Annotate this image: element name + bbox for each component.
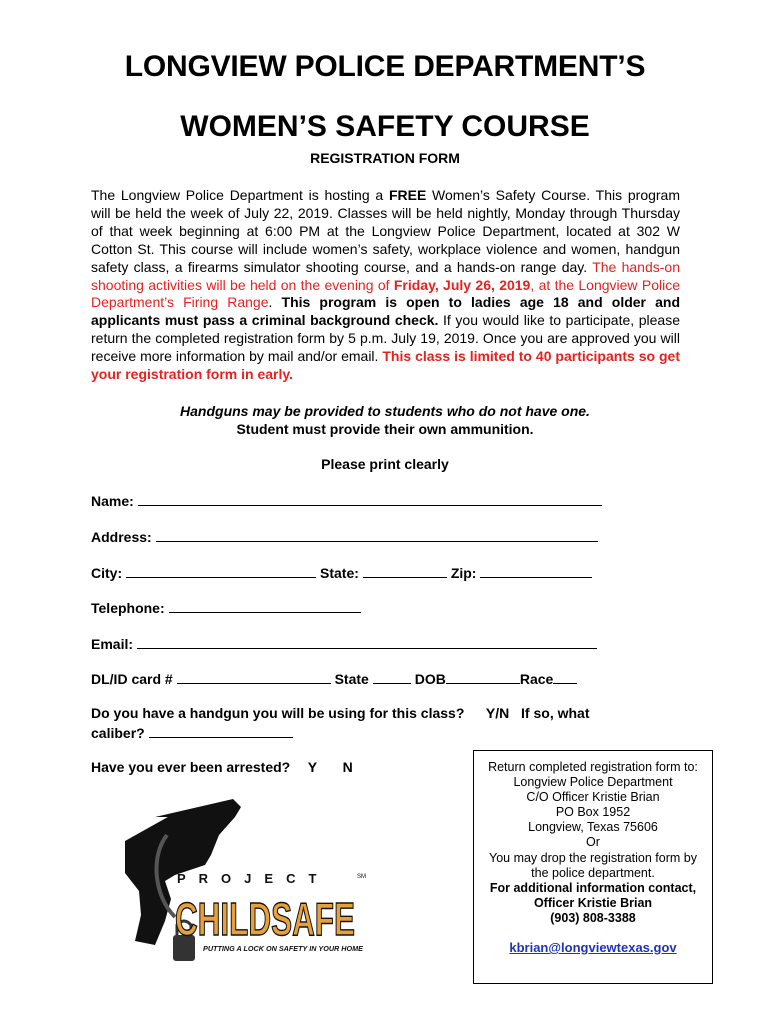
- return-line-10: Officer Kristie Brian: [533, 895, 653, 910]
- gun-slide: [155, 799, 241, 817]
- intro-text-3: If you would like to participate, please return the completed registration form by 5 p.m. July 19, 2019. Once you are approved you will receive more information by mail and/or email.: [91, 312, 681, 365]
- dl-state-label: State: [334, 671, 369, 687]
- zip-label: Zip:: [450, 565, 477, 581]
- telephone-label: Telephone:: [91, 600, 165, 616]
- return-line-2: Longview Police Department: [513, 775, 673, 790]
- caliber-label: caliber?: [91, 725, 145, 741]
- telephone-field[interactable]: [169, 598, 361, 613]
- name-row: [91, 491, 602, 509]
- handgun-question-row: [91, 705, 590, 721]
- handguns-note: Handguns may be provided to students who do not have one.: [180, 403, 590, 419]
- city-row: [91, 563, 592, 581]
- state-field[interactable]: [363, 563, 447, 578]
- project-childsafe-logo: [95, 795, 370, 980]
- return-instructions-box: [473, 750, 713, 984]
- name-label: Name:: [91, 493, 134, 509]
- return-line-5: Longview, Texas 75606: [528, 820, 658, 835]
- contact-email-link[interactable]: kbrian@longviewtexas.gov: [509, 940, 677, 956]
- intro-paragraph: [91, 187, 680, 384]
- range-day-date: Friday, July 26, 2019: [393, 276, 531, 293]
- range-day-notice-1: The hands-on shooting activities will be held on the evening of: [91, 258, 680, 293]
- logo-childsafe-text: CHILDSAFE: [175, 893, 355, 945]
- dl-state-field[interactable]: [373, 669, 411, 684]
- return-line-3: C/O Officer Kristie Brian: [526, 790, 660, 805]
- address-label: Address:: [91, 529, 152, 545]
- period: .: [268, 294, 273, 311]
- logo-tagline: PUTTING A LOCK ON SAFETY IN YOUR HOME: [203, 946, 364, 953]
- race-label: Race: [519, 671, 554, 687]
- handgun-if-so: If so, what: [521, 705, 590, 721]
- dl-field[interactable]: [177, 669, 331, 684]
- name-field[interactable]: [138, 491, 602, 506]
- dob-field[interactable]: [446, 669, 520, 684]
- arrested-question: Have you ever been arrested?: [91, 759, 291, 775]
- race-field[interactable]: [553, 669, 577, 684]
- email-label: Email:: [91, 636, 134, 652]
- print-clearly-note: Please print clearly: [321, 456, 449, 472]
- form-subtitle: REGISTRATION FORM: [310, 150, 460, 166]
- logo-sm-mark: SM: [357, 874, 366, 880]
- return-line-7: You may drop the registration form by: [489, 850, 697, 865]
- caliber-field[interactable]: [149, 723, 293, 738]
- free-label: FREE: [388, 187, 427, 203]
- range-day-notice-2: , at the Longview Police Department’s Firing Range: [91, 276, 681, 311]
- handgun-question: Do you have a handgun you will be using for this class?: [91, 705, 465, 721]
- logo-project-text: PROJECT: [177, 871, 330, 886]
- course-title: WOMEN’S SAFETY COURSE: [180, 110, 590, 143]
- arrested-no-option[interactable]: N: [342, 759, 353, 775]
- caliber-row: [91, 723, 293, 741]
- return-line-11: (903) 808-3388: [550, 910, 636, 925]
- intro-text-2: Women’s Safety Course. This program will be held the week of July 22, 2019. Classes will be held nightly, Monday through Thursday of that week beginning at 6:00 PM at the Longview Police Department, located at 302 W Cotton St. This course will include women’s safety, workplace violence and women, handgun safety class, a firearms simulator shooting course, and a hands-on range day.: [91, 187, 680, 275]
- email-row: [91, 634, 597, 652]
- class-limit-notice: This class is limited to 40 participants so get your registration form in early.: [91, 348, 680, 383]
- zip-field[interactable]: [480, 563, 592, 578]
- eligibility-notice: This program is open to ladies age 18 and older and applicants must pass a criminal background check.: [91, 294, 681, 329]
- intro-text-1: The Longview Police Department is hosting a: [91, 187, 389, 203]
- return-line-9: For additional information contact,: [489, 880, 697, 895]
- dob-label: DOB: [414, 671, 446, 687]
- dl-row: [91, 669, 577, 687]
- return-line-8: the police department.: [531, 865, 655, 880]
- return-line-4: PO Box 1952: [555, 805, 631, 820]
- ammunition-note: Student must provide their own ammunition.: [236, 421, 534, 437]
- arrested-row: [91, 759, 353, 775]
- page-title: LONGVIEW POLICE DEPARTMENT’S: [124, 50, 646, 83]
- email-field[interactable]: [137, 634, 597, 649]
- dl-label: DL/ID card #: [91, 671, 173, 687]
- state-label: State:: [320, 565, 359, 581]
- address-row: [91, 527, 598, 545]
- city-field[interactable]: [126, 563, 316, 578]
- handgun-yn-option[interactable]: Y/N: [485, 705, 510, 721]
- arrested-yes-option[interactable]: Y: [307, 759, 317, 775]
- city-label: City:: [91, 565, 123, 581]
- return-line-1: Return completed registration form to:: [488, 760, 698, 774]
- telephone-row: [91, 598, 361, 616]
- return-line-6: Or: [586, 835, 600, 850]
- address-field[interactable]: [156, 527, 598, 542]
